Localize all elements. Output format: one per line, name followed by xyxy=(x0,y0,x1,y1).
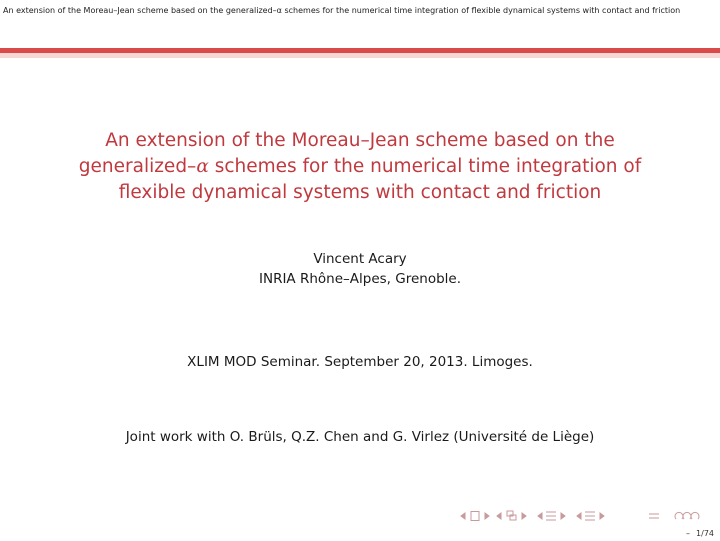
joint-work: Joint work with O. Brüls, Q.Z. Chen and G. Virlez (Université de Liège) xyxy=(125,429,595,445)
header-rule-light xyxy=(0,53,720,58)
nav-subsubsection-icon[interactable] xyxy=(585,512,595,520)
title-line-1: An extension of the Moreau–Jean scheme based on the xyxy=(105,130,615,151)
nav-right-icon[interactable] xyxy=(485,513,489,519)
nav-left-icon[interactable] xyxy=(461,513,465,519)
nav-subsection-left-icon[interactable] xyxy=(538,513,542,519)
nav-section-icon[interactable] xyxy=(507,511,516,520)
page-number xyxy=(686,529,714,538)
beamer-navigation xyxy=(455,509,715,523)
nav-subsubsection-right-icon[interactable] xyxy=(600,513,604,519)
seminar-info: XLIM MOD Seminar. September 20, 2013. Limoges. xyxy=(187,354,533,370)
page-count: 1/74 xyxy=(696,529,714,538)
title-line-2-post: schemes for the numerical time integration of xyxy=(208,156,642,177)
nav-section-right-icon[interactable] xyxy=(522,513,526,519)
nav-frame-icon[interactable] xyxy=(471,512,479,521)
title-line-2 xyxy=(40,154,680,180)
title-line-2-pre: generalized– xyxy=(78,156,197,177)
nav-subsubsection-left-icon[interactable] xyxy=(577,513,581,519)
institution: INRIA Rhône–Alpes, Grenoble. xyxy=(258,271,461,287)
page-dash: – xyxy=(686,529,691,538)
nav-section-left-icon[interactable] xyxy=(497,513,501,519)
nav-subsection-right-icon[interactable] xyxy=(561,513,565,519)
nav-search-icon[interactable] xyxy=(675,512,699,519)
alpha-symbol: α xyxy=(196,156,209,177)
slide-title xyxy=(40,128,680,206)
running-title: An extension of the Moreau–Jean scheme based on the generalized–α schemes for the numerical time integration of flexible dynamical systems with contact and friction xyxy=(3,6,681,15)
title-line-3: flexible dynamical systems with contact and friction xyxy=(118,182,602,203)
running-header xyxy=(0,0,720,22)
author-name: Vincent Acary xyxy=(313,251,407,267)
nav-align-icon[interactable] xyxy=(649,514,659,518)
nav-subsection-icon[interactable] xyxy=(546,512,556,520)
